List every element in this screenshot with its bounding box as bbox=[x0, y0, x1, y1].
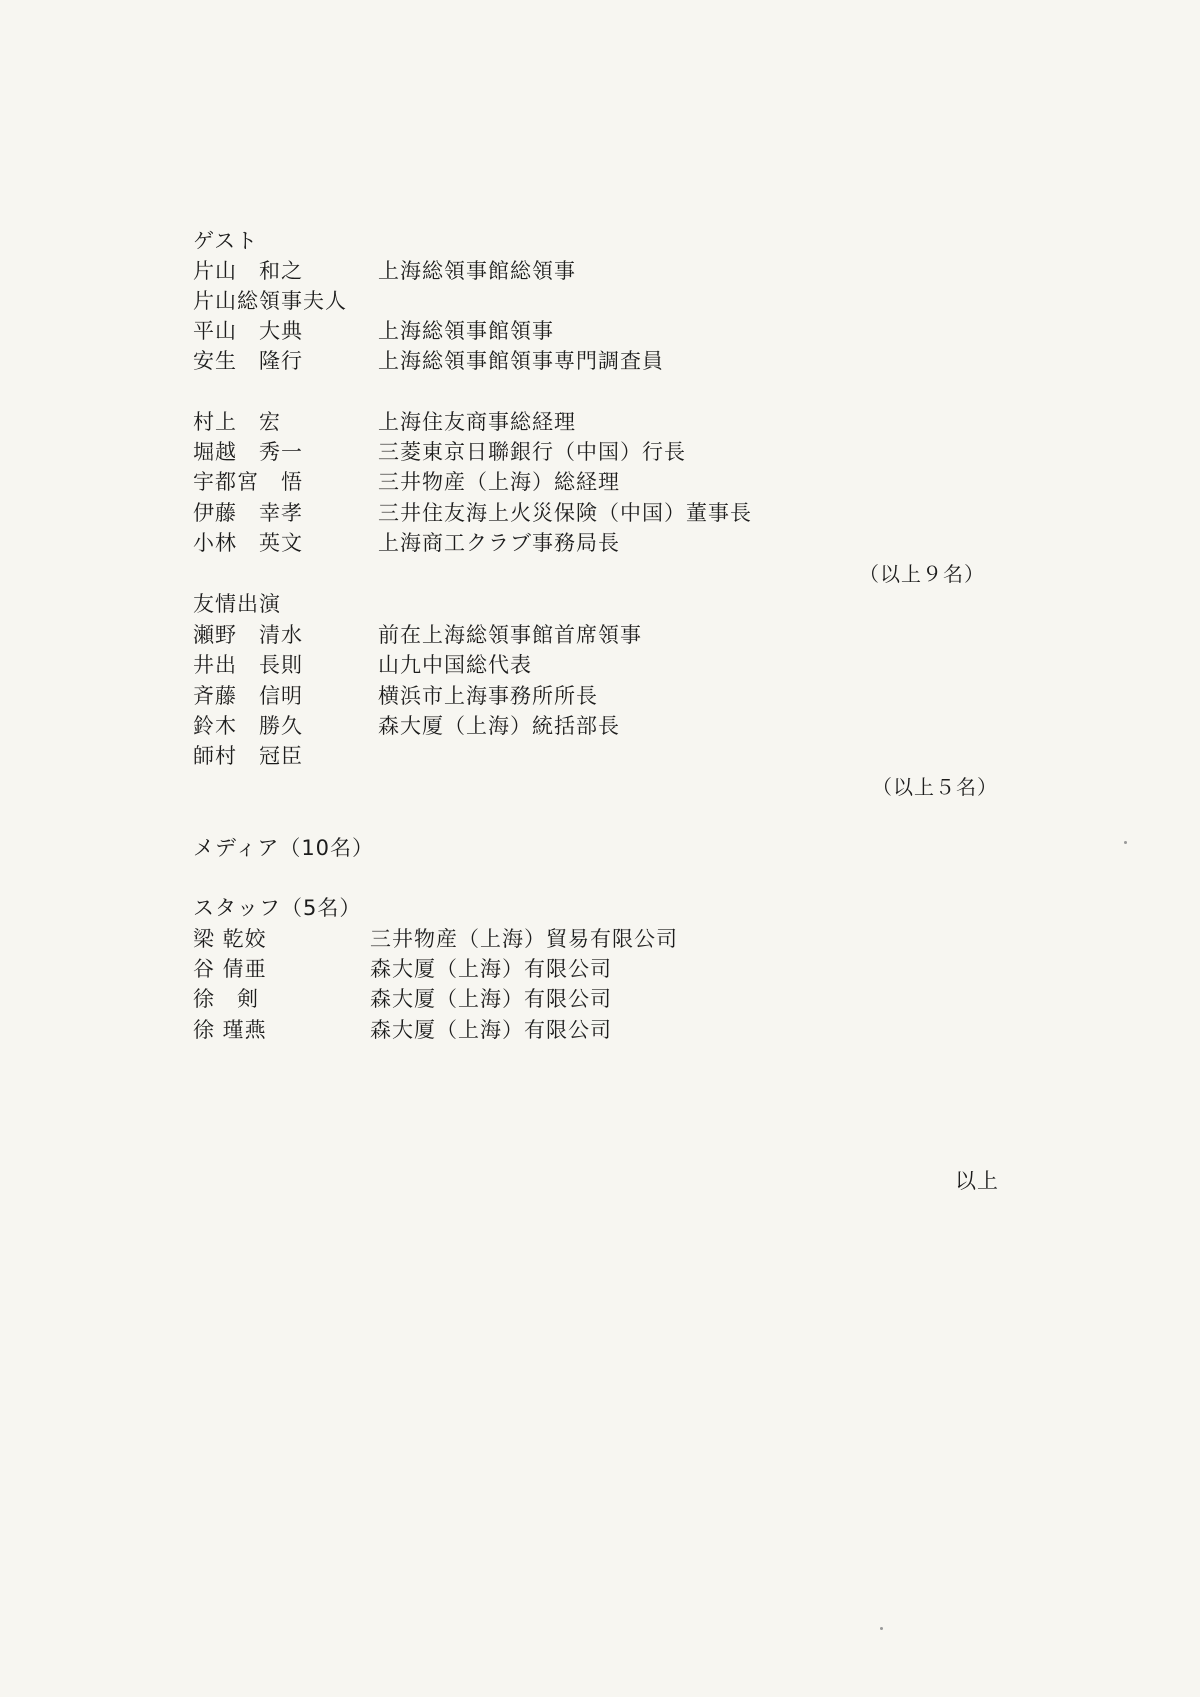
guest-name: 伊藤 幸孝 bbox=[193, 501, 303, 525]
guest-name: 平山 大典 bbox=[193, 319, 303, 343]
guest-title: 三井住友海上火災保険（中国）董事長 bbox=[378, 501, 752, 525]
guest-name: 宇都宮 悟 bbox=[193, 470, 303, 494]
friendship-title: 森大厦（上海）統括部長 bbox=[378, 714, 620, 738]
guest-title: 上海商工クラブ事務局長 bbox=[378, 531, 620, 555]
staff-company: 三井物産（上海）貿易有限公司 bbox=[370, 927, 678, 951]
friendship-name: 師村 冠臣 bbox=[193, 744, 303, 768]
staff-heading: スタッフ（5名） bbox=[193, 896, 362, 920]
guest-title: 上海住友商事総経理 bbox=[378, 410, 576, 434]
friendship-name: 斉藤 信明 bbox=[193, 684, 303, 708]
staff-name: 谷 倩亜 bbox=[193, 957, 267, 981]
guest-title: 上海総領事館総領事 bbox=[378, 259, 576, 283]
media-heading: メディア（10名） bbox=[193, 836, 375, 860]
guest-title: 上海総領事館領事専門調査員 bbox=[378, 349, 664, 373]
guest-name: 小林 英文 bbox=[193, 531, 303, 555]
closing-text: 以上 bbox=[955, 1169, 999, 1193]
guest-name: 堀越 秀一 bbox=[193, 440, 303, 464]
staff-name: 梁 乾姣 bbox=[193, 927, 267, 951]
guest-heading: ゲスト bbox=[193, 229, 259, 253]
friendship-title: 前在上海総領事館首席領事 bbox=[378, 623, 642, 647]
staff-name: 徐 剣 bbox=[193, 987, 259, 1011]
guest-title: 上海総領事館領事 bbox=[378, 319, 554, 343]
staff-company: 森大厦（上海）有限公司 bbox=[370, 957, 612, 981]
guest-name: 片山総領事夫人 bbox=[193, 289, 347, 313]
friendship-heading: 友情出演 bbox=[193, 592, 281, 616]
scan-speck bbox=[880, 1627, 883, 1630]
guest-count: （以上９名） bbox=[859, 562, 985, 586]
guest-title: 三井物産（上海）総経理 bbox=[378, 470, 620, 494]
staff-company: 森大厦（上海）有限公司 bbox=[370, 987, 612, 1011]
friendship-name: 鈴木 勝久 bbox=[193, 714, 303, 738]
staff-name: 徐 瑾燕 bbox=[193, 1018, 267, 1042]
friendship-count: （以上５名） bbox=[872, 775, 998, 799]
friendship-name: 瀬野 清水 bbox=[193, 623, 303, 647]
guest-name: 安生 隆行 bbox=[193, 349, 303, 373]
guest-name: 片山 和之 bbox=[193, 259, 303, 283]
guest-title: 三菱東京日聯銀行（中国）行長 bbox=[378, 440, 686, 464]
staff-company: 森大厦（上海）有限公司 bbox=[370, 1018, 612, 1042]
friendship-name: 井出 長則 bbox=[193, 653, 303, 677]
scan-speck bbox=[1124, 841, 1127, 844]
friendship-title: 山九中国総代表 bbox=[378, 653, 532, 677]
guest-name: 村上 宏 bbox=[193, 410, 281, 434]
friendship-title: 横浜市上海事務所所長 bbox=[378, 684, 598, 708]
